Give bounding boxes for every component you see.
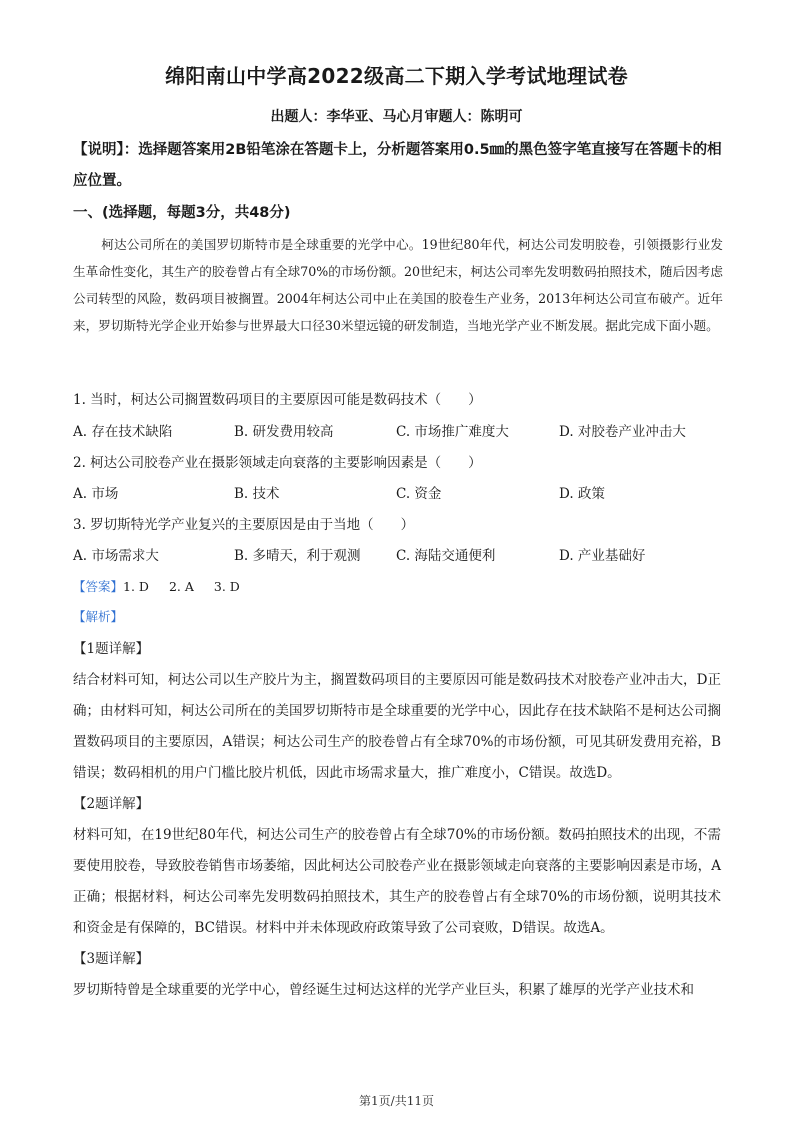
question-3-stem: 3. 罗切斯特光学产业复兴的主要原因是由于当地（ ） bbox=[73, 517, 415, 533]
section-heading: 一、(选择题，每题3分，共48分) bbox=[73, 205, 291, 221]
answer-1: 1. D bbox=[123, 579, 149, 594]
question-1-option-b: B. 研发费用较高 bbox=[234, 424, 334, 440]
question-2-option-c: C. 资金 bbox=[396, 486, 442, 502]
detail-2-heading: 【2题详解】 bbox=[73, 796, 150, 812]
question-2-stem: 2. 柯达公司胶卷产业在摄影领域走向衰落的主要影响因素是（ ） bbox=[73, 455, 482, 471]
question-2-option-a: A. 市场 bbox=[73, 486, 119, 502]
answer-label: 【答案】 bbox=[73, 579, 124, 594]
question-3-option-a: A. 市场需求大 bbox=[73, 548, 159, 564]
question-2-option-b: B. 技术 bbox=[234, 486, 280, 502]
answer-3: 3. D bbox=[213, 579, 240, 594]
question-3-option-c: C. 海陆交通便利 bbox=[396, 548, 496, 564]
authors-line: 出题人：李华亚、马心月审题人：陈明可 bbox=[270, 109, 523, 125]
detail-2-text: 材料可知，在19世纪80年代，柯达公司生产的胶卷曾占有全球70%的市场份额。数码拍照技术的出现，不需要使用胶卷，导致胶卷销售市场萎缩，因此柯达公司胶卷产业在摄影领域走向衰落的主要影响因素是市场，A正确；根据材料，柯达公司率先发明数码拍照技术，其生产的胶卷曾占有全球70%的市场份额，说明其技术和资金是有保障的，BC错误。材料中并未体现政府政策导致了公司衰败，D错误。故选A。 bbox=[73, 827, 721, 936]
detail-1-heading: 【1题详解】 bbox=[73, 641, 150, 657]
question-1-stem: 1. 当时，柯达公司搁置数码项目的主要原因可能是数码技术（ ） bbox=[73, 392, 482, 408]
answer-2: 2. A bbox=[168, 579, 194, 594]
detail-3-heading: 【3题详解】 bbox=[73, 951, 150, 967]
reading-passage bbox=[73, 231, 723, 339]
instructions-note: 【说明】：选择题答案用2B铅笔涂在答题卡上，分析题答案用0.5㎜的黑色签字笔直接写在答题卡的相应位置。 bbox=[73, 142, 722, 189]
answer-row bbox=[73, 577, 260, 595]
page-title: 绵阳南山中学高2022级高二下期入学考试地理试卷 bbox=[165, 64, 628, 88]
detail-1-text: 结合材料可知，柯达公司以生产胶片为主，搁置数码项目的主要原因可能是数码技术对胶卷产业冲击大，D正确；由材料可知，柯达公司所在的美国罗切斯特市是全球重要的光学中心，因此存在技术缺陷不是柯达公司搁置数码项目的主要原因，A错误；柯达公司生产的胶卷曾占有全球70%的市场份额，可见其研发费用充裕，B错误；数码相机的用户门槛比胶片机低，因此市场需求量大，推广难度小，C错误。故选D。 bbox=[73, 672, 721, 781]
question-1-option-c: C. 市场推广难度大 bbox=[396, 424, 509, 440]
page-footer: 第1页/共11页 bbox=[359, 1094, 434, 1108]
analysis-label: 【解析】 bbox=[73, 609, 124, 624]
question-2-option-d: D. 政策 bbox=[559, 486, 605, 502]
passage-text: 柯达公司所在的美国罗切斯特市是全球重要的光学中心。19世纪80年代，柯达公司发明胶卷，引领摄影行业发生革命性变化，其生产的胶卷曾占有全球70%的市场份额。20世纪末，柯达公司率先发明数码拍照技术，随后因考虑公司转型的风险，数码项目被搁置。2004年柯达公司中止在美国的胶卷生产业务，2013年柯达公司宣布破产。近年来，罗切斯特光学企业开始参与世界最大口径30米望远镜的研发制造，当地光学产业不断发展。据此完成下面小题。 bbox=[73, 237, 723, 333]
question-3-option-b: B. 多晴天，利于观测 bbox=[234, 548, 361, 564]
detail-3-text: 罗切斯特曾是全球重要的光学中心，曾经诞生过柯达这样的光学产业巨头，积累了雄厚的光学产业技术和 bbox=[73, 982, 694, 998]
question-3-option-d: D. 产业基础好 bbox=[559, 548, 646, 564]
question-1-option-d: D. 对胶卷产业冲击大 bbox=[559, 424, 686, 440]
question-1-option-a: A. 存在技术缺陷 bbox=[73, 424, 173, 440]
